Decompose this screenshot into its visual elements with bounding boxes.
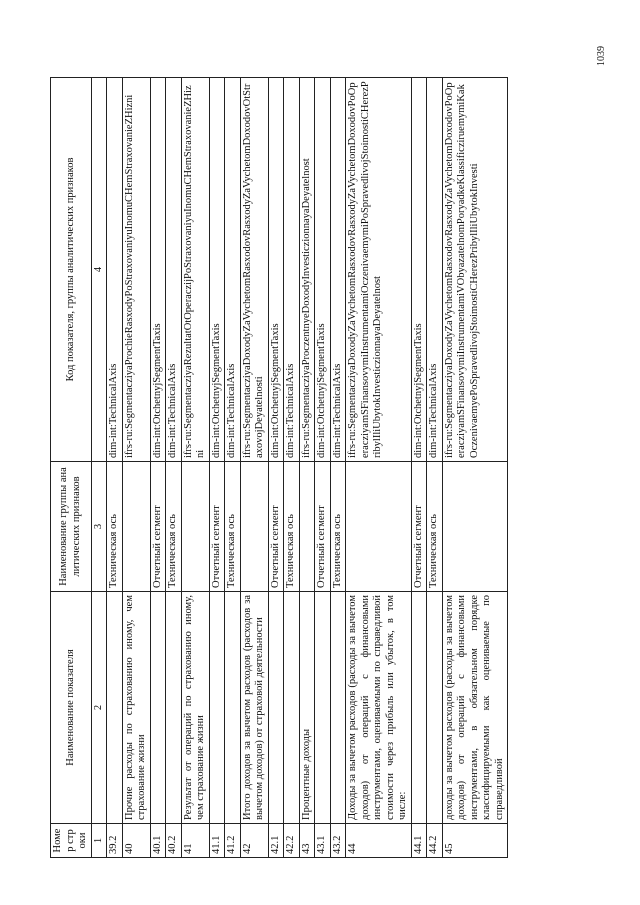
row-name [107,592,123,824]
row-name [209,592,225,824]
row-name: Процентные доходы [299,592,315,824]
row-code: dim-int:OtchetnyjSegmentTaxis [268,78,284,462]
table-row [181,78,209,858]
row-name [150,592,166,824]
row-group: Техническая ось [166,462,182,592]
table-row [225,78,241,858]
indicator-table [50,77,508,858]
table-row [427,78,443,858]
table-row [442,78,508,858]
row-number: 42 [240,824,268,858]
row-code: dim-int:TechnicalAxis [330,78,346,462]
row-number: 45 [442,824,508,858]
row-number: 44 [346,824,412,858]
table-row [107,78,123,858]
row-code: ifrs-ru:SegmentacziyaProczentnyeDoxodyInvesticzionnayaDeyatelnost [299,78,315,462]
row-group: Отчетный сегмент [315,462,331,592]
index-cell-2: 2 [91,592,107,824]
row-group: Техническая ось [330,462,346,592]
row-group [346,462,412,592]
row-group [122,462,150,592]
row-name: Доходы за вычетом расходов (расходы за вычетом доходов) от операций с финансовыми инструментами, оцениваемыми по справедливой стоимости через прибыль или убыток, в том числе: [346,592,412,824]
table-row [150,78,166,858]
row-code: dim-int:TechnicalAxis [166,78,182,462]
row-code: dim-int:OtchetnyjSegmentTaxis [411,78,427,462]
row-number: 43.1 [315,824,331,858]
row-name [427,592,443,824]
row-name [411,592,427,824]
row-number: 39.2 [107,824,123,858]
row-code: dim-int:TechnicalAxis [225,78,241,462]
row-number: 42.2 [284,824,300,858]
row-group [442,462,508,592]
row-name: Прочие расходы по страхованию иному, чем страхование жизни [122,592,150,824]
row-group: Техническая ось [284,462,300,592]
row-group [299,462,315,592]
row-code: dim-int:TechnicalAxis [107,78,123,462]
header-row [51,78,92,858]
row-code: dim-int:OtchetnyjSegmentTaxis [315,78,331,462]
table-row [209,78,225,858]
header-indicator-code: Код показателя, группы аналитических признаков [51,78,92,462]
row-name [166,592,182,824]
table-body [107,78,508,858]
row-group: Отчетный сегмент [209,462,225,592]
index-cell-3: 3 [91,462,107,592]
row-number: 41 [181,824,209,858]
row-group: Техническая ось [107,462,123,592]
table-row [240,78,268,858]
column-index-row [91,78,107,858]
row-number: 41.2 [225,824,241,858]
row-group: Отчетный сегмент [268,462,284,592]
header-indicator-name: Наименование показателя [51,592,92,824]
row-code: ifrs-ru:SegmentacziyaProchieRasxodyPoStraxovaniyuInomuCHemStraxovanieZHizni [122,78,150,462]
rotated-table-wrapper [50,78,550,858]
row-number: 41.1 [209,824,225,858]
row-code: ifrs-ru:SegmentacziyaDoxodyZaVychetomRasxodovRasxodyZaVychetomDoxodovPoOperacziyamSFinansovymiInstrumentamiOczenivaemymiPoSpravedlivojStoimostiCHerezPribylIliUbytokInvesticzionnayaDeyatelnost [346,78,412,462]
row-number: 43 [299,824,315,858]
row-code: dim-int:OtchetnyjSegmentTaxis [150,78,166,462]
table-row [411,78,427,858]
row-group: Отчетный сегмент [150,462,166,592]
table-row [330,78,346,858]
row-code: ifrs-ru:SegmentacziyaDoxodyZaVychetomRasxodovRasxodyZaVychetomDoxodovPoOperacziyamSFinansovymiInstrumentamiVObyazatelnomPoryadkeKlassificziruemymiKakOczenivaemyePoSpravedlivojStoimostiCHerezPribylIliUbytokInvesti [442,78,508,462]
row-name [268,592,284,824]
row-name [315,592,331,824]
row-code: dim-int:OtchetnyjSegmentTaxis [209,78,225,462]
row-group [240,462,268,592]
row-name [284,592,300,824]
table-row [315,78,331,858]
row-number: 40.1 [150,824,166,858]
row-name: Итого доходов за вычетом расходов (расходов за вычетом доходов) от страховой деятельности [240,592,268,824]
row-number: 44.2 [427,824,443,858]
row-number: 44.1 [411,824,427,858]
row-name: доходы за вычетом расходов (расходы за вычетом доходов) от операций с финансовыми инструментами, в обязательном порядке классифицируемыми как оцениваемые по справедливой [442,592,508,824]
table-row [268,78,284,858]
row-code: ifrs-ru:SegmentacziyaRezultatOtOperaczijPoStraxovaniyuInomuCHemStraxovanieZHizni [181,78,209,462]
row-number: 42.1 [268,824,284,858]
index-cell-1: 1 [91,824,107,858]
table-row [166,78,182,858]
header-line-number: Номер строки [51,824,92,858]
index-cell-4: 4 [91,78,107,462]
row-name [225,592,241,824]
table-row [284,78,300,858]
row-code: dim-int:TechnicalAxis [427,78,443,462]
row-number: 43.2 [330,824,346,858]
row-name [330,592,346,824]
page-number: 1039 [596,46,607,66]
row-number: 40 [122,824,150,858]
row-code: ifrs-ru:SegmentacziyaDoxodyZaVychetomRasxodovRasxodyZaVychetomDoxodovOtStraxovojDeyatelnosti [240,78,268,462]
table-row [122,78,150,858]
row-name: Результат от операций по страхованию иному, чем страхование жизни [181,592,209,824]
row-number: 40.2 [166,824,182,858]
row-group [181,462,209,592]
row-group: Техническая ось [225,462,241,592]
row-code: dim-int:TechnicalAxis [284,78,300,462]
table-row [346,78,412,858]
header-group-name: Наименование группы аналитических признаков [51,462,92,592]
row-group: Техническая ось [427,462,443,592]
table-row [299,78,315,858]
row-group: Отчетный сегмент [411,462,427,592]
